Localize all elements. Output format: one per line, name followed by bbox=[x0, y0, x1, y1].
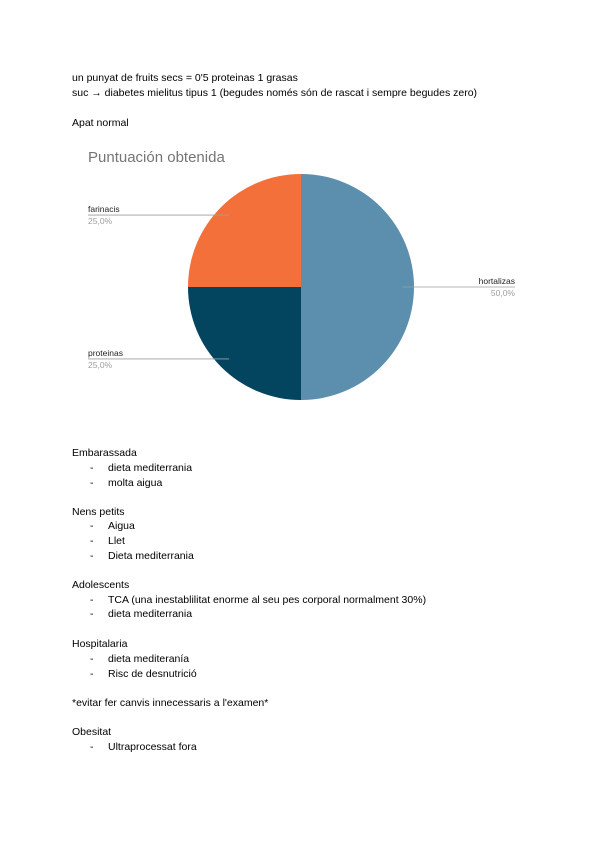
list-item-text: Llet bbox=[108, 535, 125, 547]
pie-slice-farinacis bbox=[188, 174, 301, 287]
list-item bbox=[90, 653, 189, 666]
list-item bbox=[90, 668, 197, 681]
pie-slice-proteinas bbox=[188, 287, 301, 400]
list-item bbox=[90, 535, 125, 548]
section-title: Embarassada bbox=[72, 447, 137, 459]
note-line-1: un punyat de fruits secs = 0'5 proteinas 1 grasas bbox=[72, 72, 298, 84]
list-item bbox=[90, 520, 135, 533]
bullet-dash: - bbox=[90, 550, 94, 562]
pie-chart bbox=[72, 140, 532, 415]
list-item-text: Aigua bbox=[108, 520, 135, 532]
section-title: Obesitat bbox=[72, 726, 112, 738]
list-item bbox=[90, 594, 426, 607]
section-title: Adolescents bbox=[72, 579, 130, 591]
list-item-text: Dieta mediterrania bbox=[108, 550, 194, 562]
apat-normal-label: Apat normal bbox=[72, 117, 129, 129]
bullet-dash: - bbox=[90, 520, 94, 532]
list-item-text: dieta mediterrania bbox=[108, 608, 193, 620]
bullet-dash: - bbox=[90, 594, 94, 606]
slice-label: hortalizas bbox=[478, 276, 515, 286]
slice-percent-label: 50,0% bbox=[490, 288, 515, 298]
note-line-2: suc → diabetes mielitus tipus 1 (begudes només són de rascat i sempre begudes zero) bbox=[72, 87, 478, 99]
bullet-dash: - bbox=[90, 462, 94, 474]
bullet-dash: - bbox=[90, 668, 94, 680]
list-item bbox=[90, 477, 162, 490]
list-item-text: dieta mediteranía bbox=[108, 653, 190, 665]
pie-slice-hortalizas bbox=[301, 174, 414, 400]
section-title: Hospitalaria bbox=[72, 638, 128, 650]
list-item-text: Ultraprocessat fora bbox=[108, 741, 197, 753]
bullet-dash: - bbox=[90, 535, 94, 547]
section-title: Nens petits bbox=[72, 506, 125, 518]
list-item bbox=[90, 462, 192, 475]
list-item bbox=[90, 608, 192, 621]
slice-label: farinacis bbox=[88, 204, 120, 215]
bullet-dash: - bbox=[90, 477, 94, 489]
list-item bbox=[90, 741, 197, 754]
slice-label: proteinas bbox=[88, 347, 123, 358]
list-item-text: molta aigua bbox=[108, 477, 163, 489]
list-item-text: TCA (una inestablilitat enorme al seu pes corporal normalment 30%) bbox=[108, 594, 427, 606]
slice-percent-label: 25,0% bbox=[88, 216, 113, 227]
slice-percent-label: 25,0% bbox=[88, 359, 113, 370]
list-item-text: dieta mediterrania bbox=[108, 462, 193, 474]
bullet-dash: - bbox=[90, 608, 94, 620]
bullet-dash: - bbox=[90, 653, 94, 665]
bullet-dash: - bbox=[90, 741, 94, 753]
list-item bbox=[90, 550, 194, 563]
exam-note: *evitar fer canvis innecessaris a l'examen* bbox=[72, 697, 269, 709]
chart-title: Puntuación obtenida bbox=[88, 149, 225, 166]
list-item-text: Risc de desnutrició bbox=[108, 668, 197, 680]
